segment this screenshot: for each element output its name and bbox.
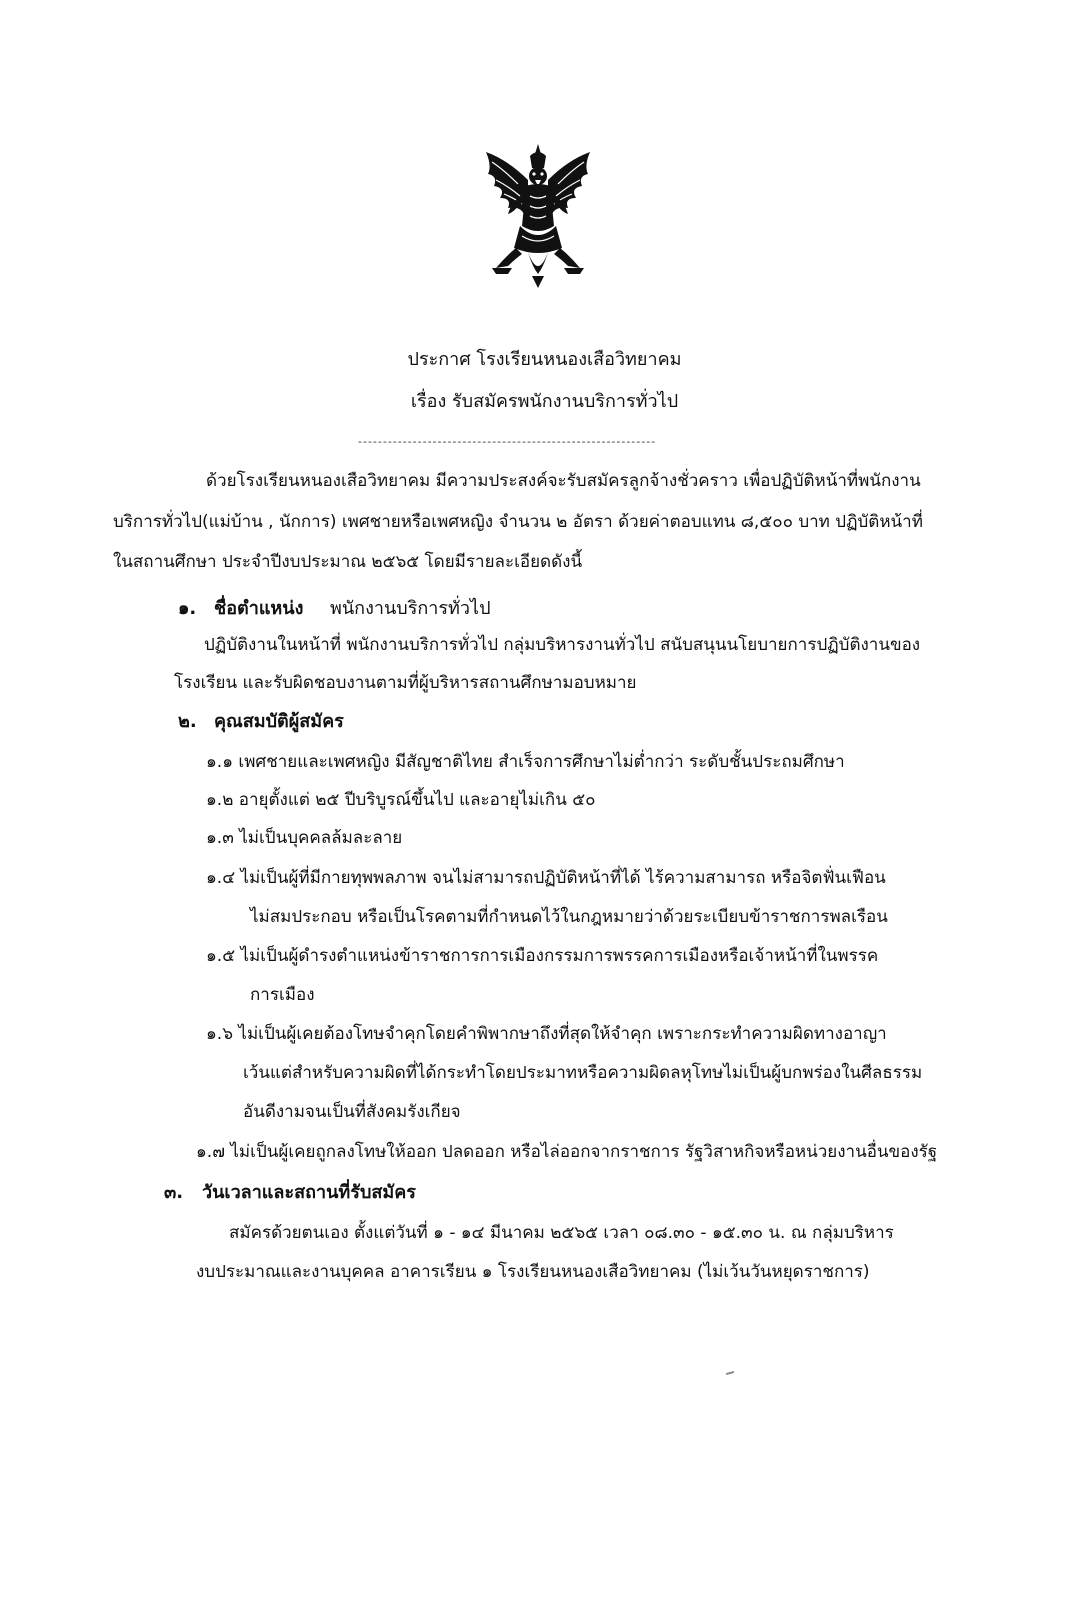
section-1-heading: ชื่อตำแหน่ง — [214, 598, 304, 619]
section-1-body-2: โรงเรียน และรับผิดชอบงานตามที่ผู้บริหารสถานศึกษามอบหมาย — [174, 673, 637, 693]
scan-speck — [726, 1371, 734, 1375]
section-3-heading: วันเวลาและสถานที่รับสมัคร — [202, 1182, 416, 1203]
qualification-1-6-cont-2: อันดีงามจนเป็นที่สังคมรังเกียจ — [243, 1102, 461, 1122]
announcement-title: ประกาศ โรงเรียนหนองเสือวิทยาคม — [407, 349, 682, 370]
section-3-body-2: งบประมาณและงานบุคคล อาคารเรียน ๑ โรงเรียนหนองเสือวิทยาคม (ไม่เว้นวันหยุดราชการ) — [196, 1262, 870, 1282]
intro-line-3: ในสถานศึกษา ประจำปีงบประมาณ ๒๕๖๕ โดยมีรายละเอียดดังนี้ — [113, 552, 583, 572]
qualification-1-4: ๑.๔ ไม่เป็นผู้ที่มีกายทุพพลภาพ จนไม่สามารถปฏิบัติหน้าที่ได้ ไร้ความสามารถ หรือจิตฟั่นเฟือน — [206, 868, 886, 888]
intro-line-2: บริการทั่วไป(แม่บ้าน , นักการ) เพศชายหรือเพศหญิง จำนวน ๒ อัตรา ด้วยค่าตอบแทน ๘,๕๐๐ บาท ปฏิบัติหน้าที่ — [113, 512, 923, 532]
garuda-emblem-icon — [478, 140, 598, 290]
qualification-1-3: ๑.๓ ไม่เป็นบุคคลล้มละลาย — [206, 828, 403, 848]
intro-line-1: ด้วยโรงเรียนหนองเสือวิทยาคม มีความประสงค์จะรับสมัครลูกจ้างชั่วคราว เพื่อปฏิบัติหน้าที่พนักงาน — [206, 471, 921, 491]
section-2-heading: คุณสมบัติผู้สมัคร — [214, 711, 344, 732]
qualification-1-7: ๑.๗ ไม่เป็นผู้เคยถูกลงโทษให้ออก ปลดออก หรือไล่ออกจากราชการ รัฐวิสาหกิจหรือหน่วยงานอื่นของรัฐ — [196, 1142, 938, 1162]
section-1-body-1: ปฏิบัติงานในหน้าที่ พนักงานบริการทั่วไป กลุ่มบริหารงานทั่วไป สนับสนุนนโยบายการปฏิบัติงานของ — [204, 635, 921, 655]
section-3-number: ๓. — [164, 1182, 184, 1203]
qualification-1-4-cont: ไม่สมประกอบ หรือเป็นโรคตามที่กำหนดไว้ในกฎหมายว่าด้วยระเบียบข้าราชการพลเรือน — [250, 907, 888, 927]
qualification-1-5-cont: การเมือง — [250, 985, 315, 1005]
qualification-1-6-cont: เว้นแต่สำหรับความผิดที่ได้กระทำโดยประมาทหรือความผิดลหุโทษไม่เป็นผู้บกพร่องในศีลธรรม — [243, 1063, 923, 1083]
section-1-number: ๑. — [178, 598, 197, 619]
section-1-position: พนักงานบริการทั่วไป — [330, 598, 491, 619]
qualification-1-6: ๑.๖ ไม่เป็นผู้เคยต้องโทษจำคุกโดยคำพิพากษาถึงที่สุดให้จำคุก เพราะกระทำความผิดทางอาญา — [206, 1024, 887, 1044]
section-3-body-1: สมัครด้วยตนเอง ตั้งแต่วันที่ ๑ - ๑๔ มีนาคม ๒๕๖๕ เวลา ๐๘.๓๐ - ๑๕.๓๐ น. ณ กลุ่มบริหาร — [229, 1223, 894, 1243]
qualification-1-1: ๑.๑ เพศชายและเพศหญิง มีสัญชาติไทย สำเร็จการศึกษาไม่ต่ำกว่า ระดับชั้นประถมศึกษา — [206, 752, 845, 772]
announcement-subject: เรื่อง รับสมัครพนักงานบริการทั่วไป — [410, 391, 679, 412]
qualification-1-2: ๑.๒ อายุตั้งแต่ ๒๕ ปีบริบูรณ์ขึ้นไป และอายุไม่เกิน ๕๐ — [206, 790, 596, 810]
qualification-1-5: ๑.๕ ไม่เป็นผู้ดำรงตำแหน่งข้าราชการการเมืองกรรมการพรรคการเมืองหรือเจ้าหน้าที่ในพรรค — [206, 946, 879, 966]
section-2-number: ๒. — [178, 711, 197, 732]
header-divider: ------------------------------------------------------------ — [358, 435, 657, 448]
